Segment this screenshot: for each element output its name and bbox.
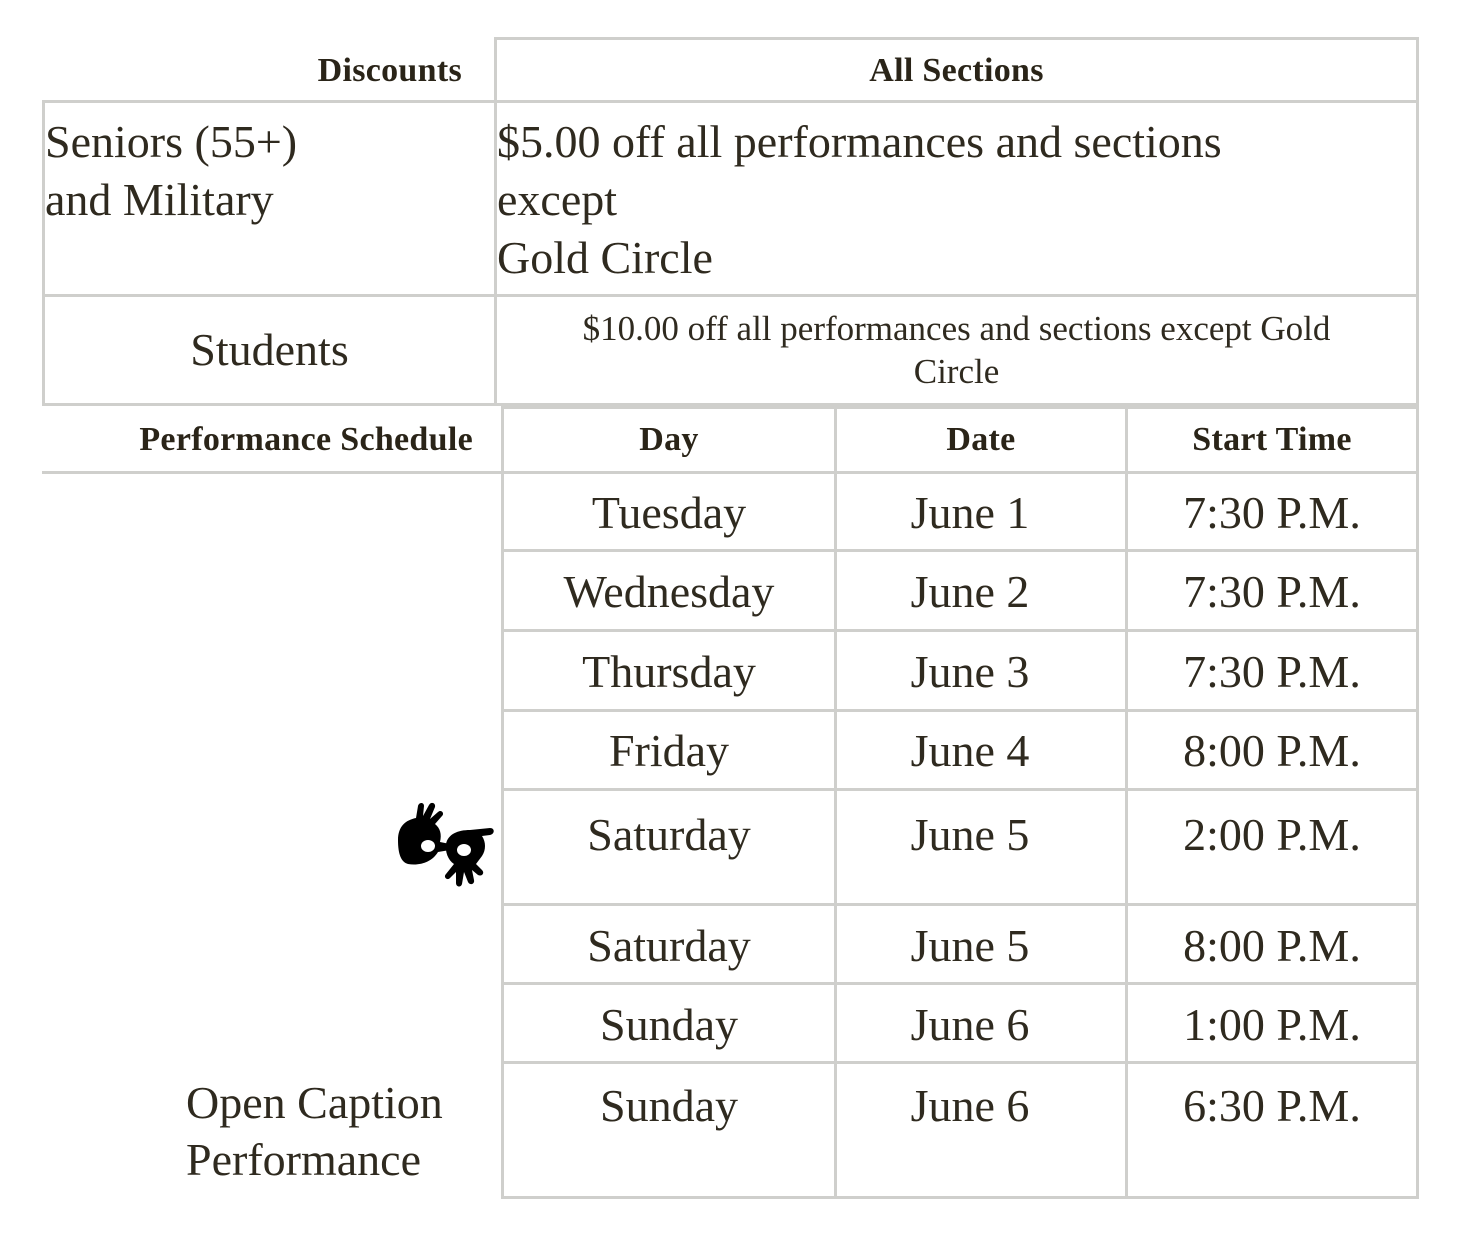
- rule: [1416, 37, 1419, 406]
- column-header-date: Date: [946, 421, 1016, 458]
- schedule-day: Sunday: [600, 1079, 738, 1131]
- schedule-time: 1:00 P.M.: [1183, 998, 1361, 1050]
- all-sections-header: All Sections: [869, 52, 1044, 89]
- schedule-time: 7:30 P.M.: [1183, 565, 1361, 617]
- schedule-date: June 1: [910, 486, 1030, 538]
- discount-text-line: $10.00 off all performances and sections except Gold: [582, 309, 1331, 348]
- schedule-time: 8:00 P.M.: [1183, 919, 1361, 971]
- students-label: Students: [190, 324, 349, 375]
- schedule-date: June 5: [910, 919, 1030, 971]
- schedule-day: Friday: [608, 725, 730, 776]
- schedule-date: June 5: [910, 808, 1030, 860]
- schedule-date: June 6: [910, 998, 1030, 1050]
- column-header-day: Day: [639, 421, 699, 458]
- schedule-title: Performance Schedule: [139, 421, 473, 458]
- schedule-date: June 3: [910, 645, 1030, 697]
- schedule-date: June 6: [910, 1079, 1030, 1131]
- students-discount: [497, 297, 1416, 403]
- schedule-day: Sunday: [600, 998, 738, 1050]
- rule: [1416, 406, 1419, 1199]
- schedule-day: Saturday: [587, 919, 751, 971]
- seniors-military-discount: [497, 113, 1416, 293]
- schedule-time: 2:00 P.M.: [1183, 808, 1361, 860]
- schedule-day: Saturday: [587, 808, 751, 860]
- schedule-date: June 2: [910, 565, 1030, 617]
- discount-text-line: Gold Circle: [497, 232, 713, 283]
- sign-language-icon: [392, 800, 498, 894]
- rule: [502, 1196, 1419, 1199]
- column-header-start-time: Start Time: [1192, 421, 1352, 458]
- schedule-day: Thursday: [582, 645, 756, 697]
- discounts-header: Discounts: [317, 52, 462, 89]
- open-caption-line: Performance: [186, 1134, 421, 1185]
- schedule-time: 6:30 P.M.: [1183, 1079, 1361, 1131]
- schedule-time: 7:30 P.M.: [1183, 486, 1361, 538]
- schedule-time: 7:30 P.M.: [1183, 645, 1361, 697]
- rule: [42, 471, 502, 474]
- discount-text-line: $5.00 off all performances and sections: [497, 116, 1222, 167]
- discount-group-line: Seniors (55+): [45, 116, 298, 167]
- discount-text-line: except: [497, 174, 618, 225]
- schedule-day: Wednesday: [563, 565, 775, 617]
- open-caption-note: [186, 1074, 496, 1188]
- schedule-day: Tuesday: [591, 486, 747, 538]
- schedule-time: 8:00 P.M.: [1183, 725, 1361, 776]
- seniors-military-label: [45, 113, 494, 293]
- discount-text-line: Circle: [913, 352, 1000, 391]
- schedule-date: June 4: [910, 725, 1030, 776]
- open-caption-line: Open Caption: [186, 1077, 443, 1128]
- discount-group-line: and Military: [45, 174, 274, 225]
